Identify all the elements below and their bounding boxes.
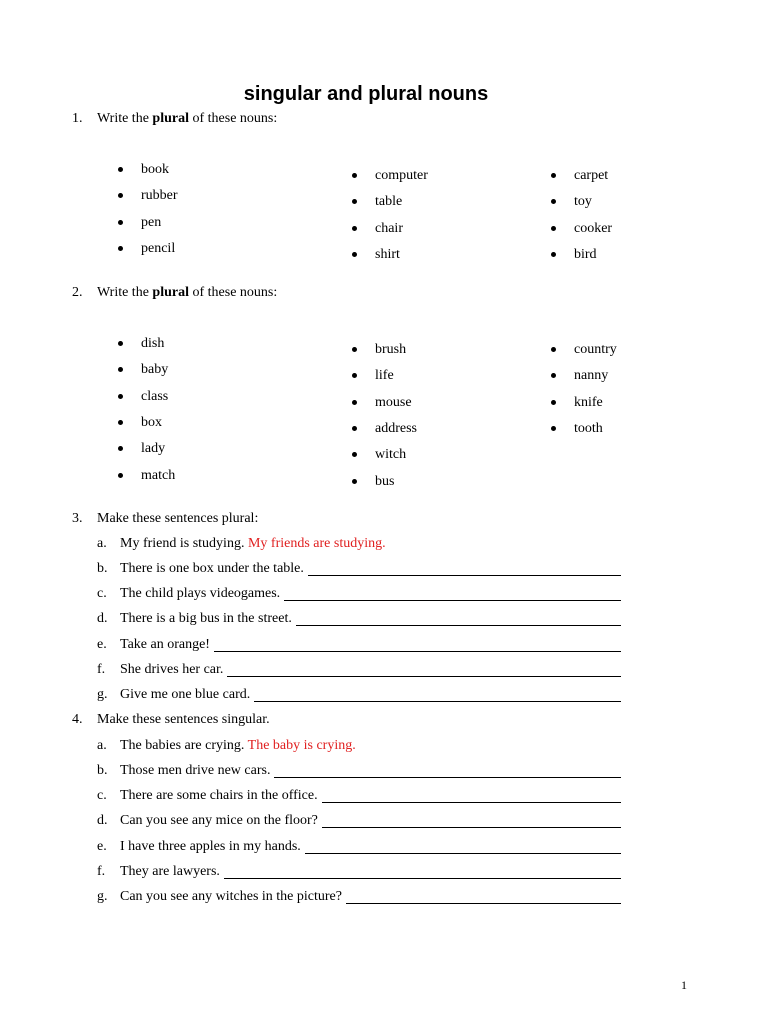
item-letter: f.: [97, 863, 106, 879]
noun-word: dish: [141, 336, 165, 351]
page-title: singular and plural nouns: [243, 83, 489, 105]
sentence-text: There is a big bus in the street.: [120, 611, 292, 627]
bullet-icon: [352, 252, 357, 257]
bullet-icon: [118, 367, 123, 372]
item-letter: d.: [97, 813, 108, 829]
sentence-text: There is one box under the table.: [120, 561, 304, 576]
sentence-text: There are some chairs in the office.: [120, 788, 318, 804]
question-number: 1.: [72, 111, 83, 126]
question-2-prompt: [72, 284, 277, 302]
prompt-bold-word: plural: [152, 285, 189, 300]
bullet-icon: [551, 426, 556, 431]
answer-blank-line[interactable]: [284, 600, 621, 601]
bullet-icon: [352, 479, 357, 484]
item-letter: b.: [97, 561, 108, 576]
answer-blank-line[interactable]: [274, 777, 621, 778]
noun-word: match: [141, 467, 176, 483]
prompt-text: Write the: [97, 285, 153, 300]
item-letter: e.: [97, 636, 107, 652]
question-4-prompt: [72, 711, 270, 729]
noun-word: table: [375, 194, 403, 210]
bullet-icon: [352, 173, 357, 178]
bullet-icon: [352, 452, 357, 457]
bullet-icon: [118, 193, 123, 198]
item-letter: e.: [97, 838, 107, 854]
bullet-icon: [118, 394, 123, 399]
sentence-text: The child plays videogames.: [120, 586, 281, 602]
bullet-icon: [352, 347, 357, 352]
page-number: 1: [681, 978, 687, 992]
bullet-icon: [118, 420, 123, 425]
answer-blank-line[interactable]: [296, 625, 621, 626]
sentence-text: My friend is studying.: [120, 536, 245, 551]
noun-word: country: [574, 342, 617, 357]
noun-word: chair: [375, 220, 403, 236]
bullet-icon: [118, 167, 123, 172]
sentence-text: Can you see any witches in the picture?: [120, 889, 342, 904]
bullet-icon: [551, 373, 556, 378]
bullet-icon: [352, 400, 357, 405]
noun-word: bus: [375, 473, 395, 489]
bullet-icon: [551, 199, 556, 204]
bullet-icon: [551, 226, 556, 231]
noun-word: baby: [141, 362, 169, 378]
sentence-text: Take an orange!: [120, 636, 210, 652]
prompt-text: Make these sentences singular.: [97, 712, 270, 727]
example-answer: My friends are studying.: [247, 536, 386, 551]
item-letter: c.: [97, 586, 107, 602]
noun-word: rubber: [141, 188, 178, 204]
noun-word: tooth: [574, 420, 603, 436]
question-number: 3.: [72, 511, 83, 526]
bullet-icon: [118, 246, 123, 251]
noun-word: box: [141, 414, 162, 430]
answer-blank-line[interactable]: [322, 827, 621, 828]
prompt-bold-word: plural: [152, 111, 189, 126]
bullet-icon: [551, 173, 556, 178]
answer-blank-line[interactable]: [346, 903, 621, 904]
bullet-icon: [352, 199, 357, 204]
answer-blank-line[interactable]: [254, 701, 621, 702]
noun-word: brush: [375, 342, 407, 357]
example-answer: The baby is crying.: [247, 738, 356, 753]
item-letter: g.: [97, 687, 108, 702]
sentence-text: Can you see any mice on the floor?: [120, 813, 318, 829]
item-letter: b.: [97, 763, 108, 778]
item-letter: d.: [97, 611, 108, 627]
sentence-text: Give me one blue card.: [120, 687, 251, 702]
question-number: 2.: [72, 285, 83, 300]
noun-word: life: [375, 368, 394, 384]
noun-word: class: [141, 388, 169, 404]
bullet-icon: [118, 220, 123, 225]
noun-word: cooker: [574, 220, 613, 236]
bullet-icon: [551, 347, 556, 352]
bullet-icon: [118, 446, 123, 451]
bullet-icon: [352, 373, 357, 378]
bullet-icon: [118, 473, 123, 478]
sentence-text: They are lawyers.: [120, 863, 220, 879]
item-letter: a.: [97, 738, 107, 753]
answer-blank-line[interactable]: [305, 853, 621, 854]
noun-word: address: [375, 420, 417, 436]
noun-word: mouse: [375, 394, 412, 410]
noun-word: shirt: [375, 246, 400, 262]
noun-word: nanny: [574, 368, 609, 384]
noun-word: toy: [574, 194, 592, 210]
noun-word: lady: [141, 441, 166, 457]
answer-blank-line[interactable]: [227, 676, 621, 677]
question-number: 4.: [72, 712, 83, 727]
sentence-text: She drives her car.: [120, 661, 224, 677]
bullet-icon: [352, 226, 357, 231]
item-letter: f.: [97, 661, 106, 677]
bullet-icon: [352, 426, 357, 431]
noun-word: carpet: [574, 168, 609, 183]
sentence-text: The babies are crying.: [120, 738, 245, 753]
prompt-text: Write the: [97, 111, 153, 126]
answer-blank-line[interactable]: [322, 802, 621, 803]
answer-blank-line[interactable]: [308, 575, 621, 576]
prompt-text: Make these sentences plural:: [97, 511, 259, 526]
sentence-text: I have three apples in my hands.: [120, 838, 301, 854]
noun-word: pen: [141, 214, 162, 230]
question-3-prompt: [72, 510, 258, 528]
noun-word: bird: [574, 246, 597, 262]
answer-blank-line[interactable]: [224, 878, 621, 879]
noun-word: knife: [574, 394, 603, 410]
noun-word: computer: [375, 168, 428, 183]
noun-word: pencil: [141, 240, 176, 256]
noun-word: book: [141, 162, 169, 177]
prompt-text: of these nouns:: [189, 285, 278, 300]
noun-word: witch: [375, 447, 407, 463]
item-letter: g.: [97, 889, 108, 904]
answer-blank-line[interactable]: [214, 651, 621, 652]
prompt-text: of these nouns:: [189, 111, 278, 126]
bullet-icon: [118, 341, 123, 346]
bullet-icon: [551, 400, 556, 405]
item-letter: a.: [97, 536, 107, 551]
item-letter: c.: [97, 788, 107, 804]
question-1-prompt: [72, 110, 277, 128]
sentence-text: Those men drive new cars.: [120, 763, 271, 778]
bullet-icon: [551, 252, 556, 257]
